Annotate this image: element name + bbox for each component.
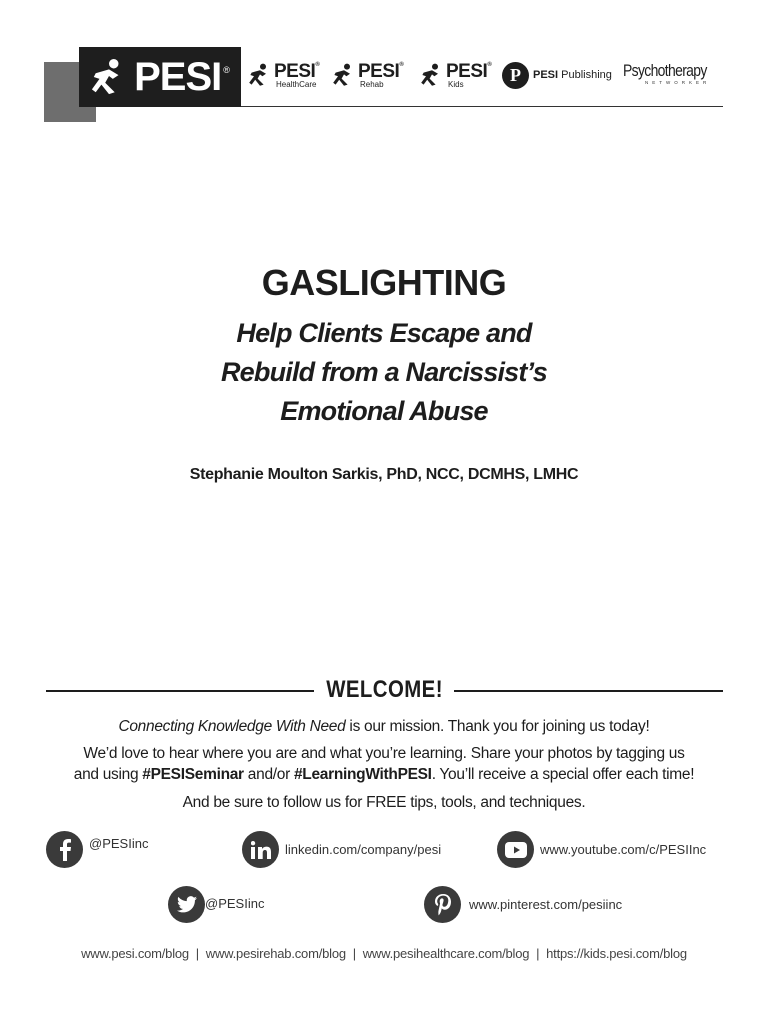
footer-links[interactable]: www.pesi.com/blog | www.pesirehab.com/blog | www.pesihealthcare.com/blog | https://kids.pesi.com/blog xyxy=(81,946,687,961)
registered-mark: ® xyxy=(223,65,230,75)
sublogo-sub: Kids xyxy=(448,79,464,89)
hashtag-pesiseminar[interactable]: #PESISeminar xyxy=(142,766,244,783)
subtitle-line: Rebuild from a Narcissist’s xyxy=(220,357,548,387)
linkedin-url: linkedin.com/company/pesi xyxy=(285,842,442,857)
subtitle-line: Emotional Abuse xyxy=(280,396,488,426)
pesi-logo xyxy=(79,47,241,107)
welcome-heading: WELCOME! xyxy=(326,676,443,703)
mission-rest: is our mission. Thank you for joining us today! xyxy=(345,718,650,735)
youtube-icon xyxy=(497,831,534,868)
sublogo-word: PESI xyxy=(274,60,316,82)
page-title: GASLIGHTING xyxy=(261,262,507,303)
share-text xyxy=(0,743,768,785)
author: Stephanie Moulton Sarkis, PhD, NCC, DCMHS, LMHC xyxy=(189,466,579,483)
pinterest-icon xyxy=(424,886,461,923)
mission-italic: Connecting Knowledge With Need xyxy=(118,718,346,735)
subtitle xyxy=(134,314,634,431)
sublogo-sub: Rehab xyxy=(360,79,384,89)
facebook-handle: @PESIinc xyxy=(89,836,149,851)
youtube-url: www.youtube.com/c/PESIInc xyxy=(540,842,707,857)
running-figure-icon xyxy=(90,57,128,97)
linkedin-icon xyxy=(242,831,279,868)
pesi-publishing-logo xyxy=(502,60,612,90)
share-line: We’d love to hear where you are and what you’re learning. Share your photos by tagging us xyxy=(83,745,685,762)
running-figure-icon xyxy=(420,61,444,89)
pinterest-link[interactable] xyxy=(424,886,622,923)
facebook-icon xyxy=(46,831,83,868)
share-mid: and/or xyxy=(243,766,294,783)
twitter-link[interactable] xyxy=(168,886,264,923)
share-line-2 xyxy=(0,764,768,785)
networker-name: Psychotherapy xyxy=(623,61,707,80)
subtitle-line: Help Clients Escape and xyxy=(236,318,532,348)
pesi-healthcare-logo xyxy=(248,58,319,92)
welcome-rule-right xyxy=(454,690,723,692)
sublogo-mark: ® xyxy=(487,61,492,68)
running-figure-icon xyxy=(248,61,272,89)
twitter-icon xyxy=(168,886,205,923)
sublogo-mark: ® xyxy=(399,61,404,68)
header-rule xyxy=(241,106,723,107)
pesi-rehab-logo xyxy=(332,58,403,92)
mission-text xyxy=(0,716,768,737)
welcome-rule-left xyxy=(46,690,314,692)
publishing-bold: PESI xyxy=(533,69,559,81)
publishing-p-icon: P xyxy=(502,62,529,89)
psychotherapy-networker-logo xyxy=(623,62,723,92)
pesi-logo-text: PESI xyxy=(134,54,222,99)
hashtag-learningwithpesi[interactable]: #LearningWithPESI xyxy=(293,766,432,783)
linkedin-link[interactable] xyxy=(242,831,441,868)
running-figure-icon xyxy=(332,61,356,89)
share-post: . You’ll receive a special offer each time! xyxy=(431,766,695,783)
facebook-link[interactable] xyxy=(46,831,148,868)
networker-sub: NETWORKER xyxy=(645,80,711,85)
youtube-link[interactable] xyxy=(497,831,706,868)
sublogo-word: PESI xyxy=(358,60,400,82)
pinterest-url: www.pinterest.com/pesiinc xyxy=(469,897,623,912)
publishing-text: Publishing xyxy=(561,69,612,81)
sublogo-word: PESI xyxy=(446,60,488,82)
sublogo-sub: HealthCare xyxy=(276,79,317,89)
sublogo-mark: ® xyxy=(315,61,320,68)
pesi-kids-logo xyxy=(420,58,491,92)
follow-text: And be sure to follow us for FREE tips, tools, and techniques. xyxy=(182,794,586,811)
twitter-handle: @PESIinc xyxy=(205,895,265,911)
share-pre: and using xyxy=(73,766,143,783)
